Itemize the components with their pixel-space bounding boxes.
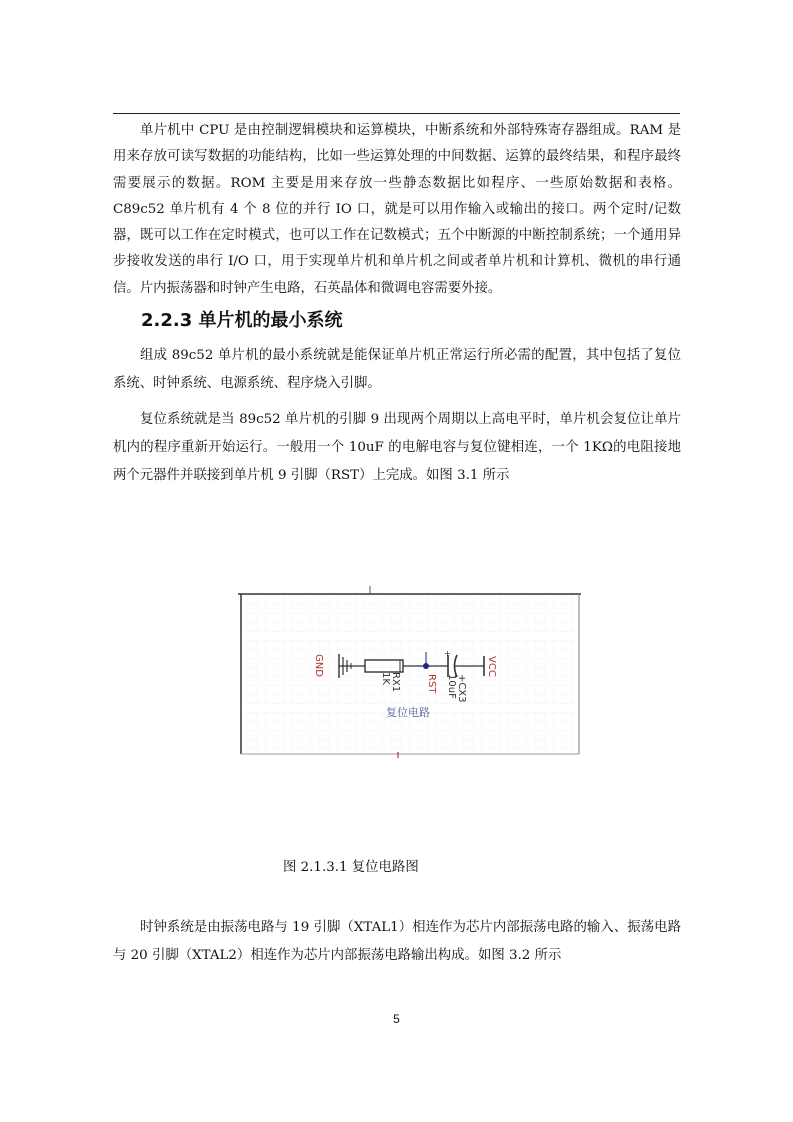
circuit-title-label: 复位电路 (386, 706, 430, 719)
section-heading: 2.2.3 单片机的最小系统 (141, 310, 343, 331)
paragraph-clock-system: 时钟系统是由振荡电路与 19 引脚（XTAL1）相连作为芯片内部振荡电路的输入、振荡电路与 20 引脚（XTAL2）相连作为芯片内部振荡电路输出构成。如图 3.2 所示 (113, 920, 681, 963)
paragraph-reset-system: 复位系统就是当 89c52 单片机的引脚 9 出现两个周期以上高电平时，单片机会复位让单片机内的程序重新开始运行。一般用一个 10uF 的电解电容与复位键相连，一个 1KΩ的电阻接地两个元器件并联接到单片机 9 引脚（RST）上完成。如图 3.1 所示 (113, 412, 681, 483)
reset-circuit-schematic (238, 586, 583, 758)
rst-net-label: RST (426, 674, 437, 694)
page-number: 5 (393, 1012, 400, 1026)
paragraph-cpu-structure: 单片机中 CPU 是由控制逻辑模块和运算模块，中断系统和外部特殊寄存器组成。RAM 是用来存放可读写数据的功能结构，比如一些运算处理的中间数据、运算的最终结果，和程序最终需要展示的数据。ROM 主要是用来存放一些静态数据比如程序、一些原始数据和表格。C89c52 单片机有 4 个 8 位的并行 IO 口，就是可以用作输入或输出的接口。两个定时/记数器，既可以工作在定时模式，也可以工作在记数模式；五个中断源的中断控制系统；一个通用异步接收发送的串行 I/O 口，用于实现单片机和单片机之间或者单片机和计算机、微机的串行通信。片内振荡器和时钟产生电路，石英晶体和微调电容需要外接。 (113, 123, 681, 296)
header-rule (113, 113, 680, 114)
reset-circuit-figure (238, 586, 583, 758)
resistor-ref-label: RX1 (390, 672, 401, 693)
paragraph-minimum-system: 组成 89c52 单片机的最小系统就是能保证单片机正常运行所必需的配置，其中包括了复位系统、时钟系统、电源系统、程序烧入引脚。 (113, 348, 681, 391)
capacitor-ref-label: +CX3 (456, 674, 467, 703)
capacitor-plus-sign: + (444, 649, 451, 658)
figure-caption: 图 2.1.3.1 复位电路图 (283, 860, 419, 875)
schematic-grid (241, 594, 579, 754)
vcc-label: VCC (486, 656, 497, 677)
capacitor-value-label: 10uF (446, 674, 457, 699)
gnd-label: GND (313, 654, 324, 677)
resistor-value-label: 1K (380, 672, 391, 685)
